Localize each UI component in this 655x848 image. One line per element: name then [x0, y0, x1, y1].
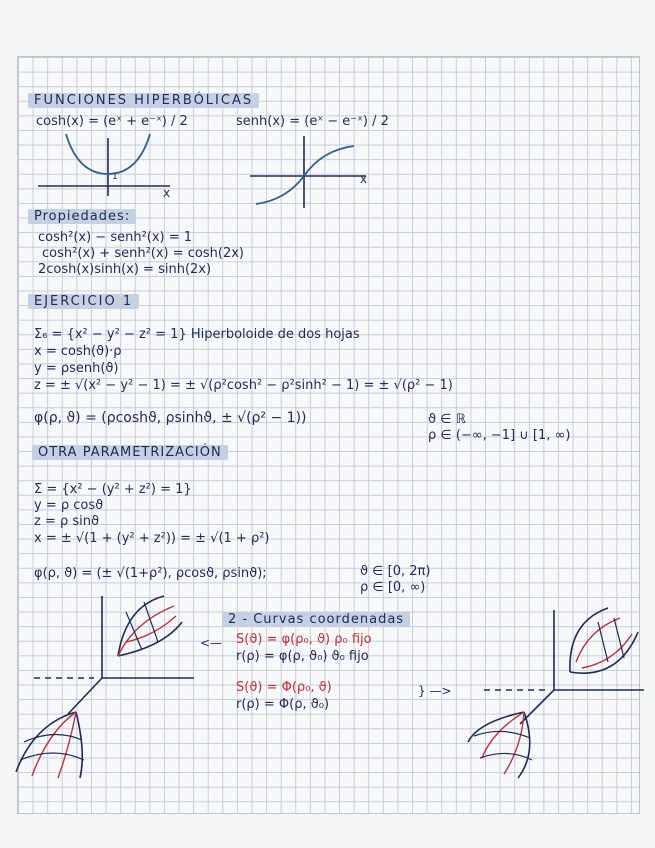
property-line: cosh²(x) − senh²(x) = 1: [38, 230, 193, 245]
ex2-line: z = ρ sinϑ: [34, 514, 100, 529]
cosh-axis-x-label: x: [163, 186, 171, 200]
properties-heading: Propiedades:: [28, 209, 136, 224]
curve-r-capital-phi: r(ρ) = Φ(ρ, ϑ₀): [236, 697, 330, 712]
coordinate-curves-heading: 2 - Curvas coordenadas: [222, 612, 410, 627]
ex1-line: Σ₆ = {x² − y² − z² = 1} Hiperboloide de dos hojas: [34, 327, 360, 342]
section-heading-hyperbolic: FUNCIONES HIPERBÓLICAS: [28, 93, 259, 108]
cosh-definition: cosh(x) = (eˣ + e⁻ˣ) / 2: [36, 114, 188, 129]
ex1-line: z = ± √(x² − y² − 1) = ± √(ρ²cosh² − ρ²sinh² − 1) = ± √(ρ² − 1): [34, 378, 453, 393]
ex1-parametrization: φ(ρ, ϑ) = (ρcoshϑ, ρsinhϑ, ± √(ρ² − 1)): [34, 410, 307, 426]
exercise-1-heading: EJERCICIO 1: [28, 294, 139, 309]
ex2-line: Σ = {x² − (y² + z²) = 1}: [34, 482, 192, 497]
cosh-axis-one-label: 1: [112, 172, 118, 182]
left-arrow-icon: <—: [200, 636, 223, 650]
right-arrow-icon: } —>: [418, 684, 452, 698]
senh-definition: senh(x) = (eˣ − e⁻ˣ) / 2: [236, 114, 389, 129]
curve-s-capital-phi: S(ϑ) = Φ(ρ₀, ϑ): [236, 680, 332, 695]
senh-axis-x-label: x: [360, 172, 368, 186]
hyperboloid-sketch-right: [458, 602, 648, 782]
ex1-domain-theta: ϑ ∈ ℝ: [428, 412, 466, 427]
property-line: cosh²(x) + senh²(x) = cosh(2x): [42, 246, 244, 261]
senh-graph: [246, 132, 376, 212]
curve-r-fixed-theta: r(ρ) = φ(ρ, ϑ₀) ϑ₀ fijo: [236, 649, 369, 664]
hyperboloid-sketch-left: [14, 592, 204, 782]
ex2-line: y = ρ cosϑ: [34, 498, 104, 513]
ex2-parametrization: φ(ρ, ϑ) = (± √(1+ρ²), ρcosϑ, ρsinϑ);: [34, 566, 267, 581]
other-parametrization-heading: OTRA PARAMETRIZACIÓN: [32, 445, 228, 460]
curve-s-fixed-rho: S(ϑ) = φ(ρ₀, ϑ) ρ₀ fijo: [236, 632, 372, 647]
ex2-line: x = ± √(1 + (y² + z²)) = ± √(1 + ρ²): [34, 531, 270, 546]
ex1-line: y = ρsenh(ϑ): [34, 361, 119, 376]
property-line: 2cosh(x)sinh(x) = sinh(2x): [38, 262, 212, 277]
cosh-graph: [30, 130, 180, 200]
ex1-domain-rho: ρ ∈ (−∞, −1] ∪ [1, ∞): [428, 428, 571, 443]
ex2-domain-rho: ρ ∈ [0, ∞): [360, 580, 426, 595]
ex1-line: x = cosh(ϑ)·ρ: [34, 344, 122, 359]
ex2-domain-theta: ϑ ∈ [0, 2π): [360, 564, 431, 579]
